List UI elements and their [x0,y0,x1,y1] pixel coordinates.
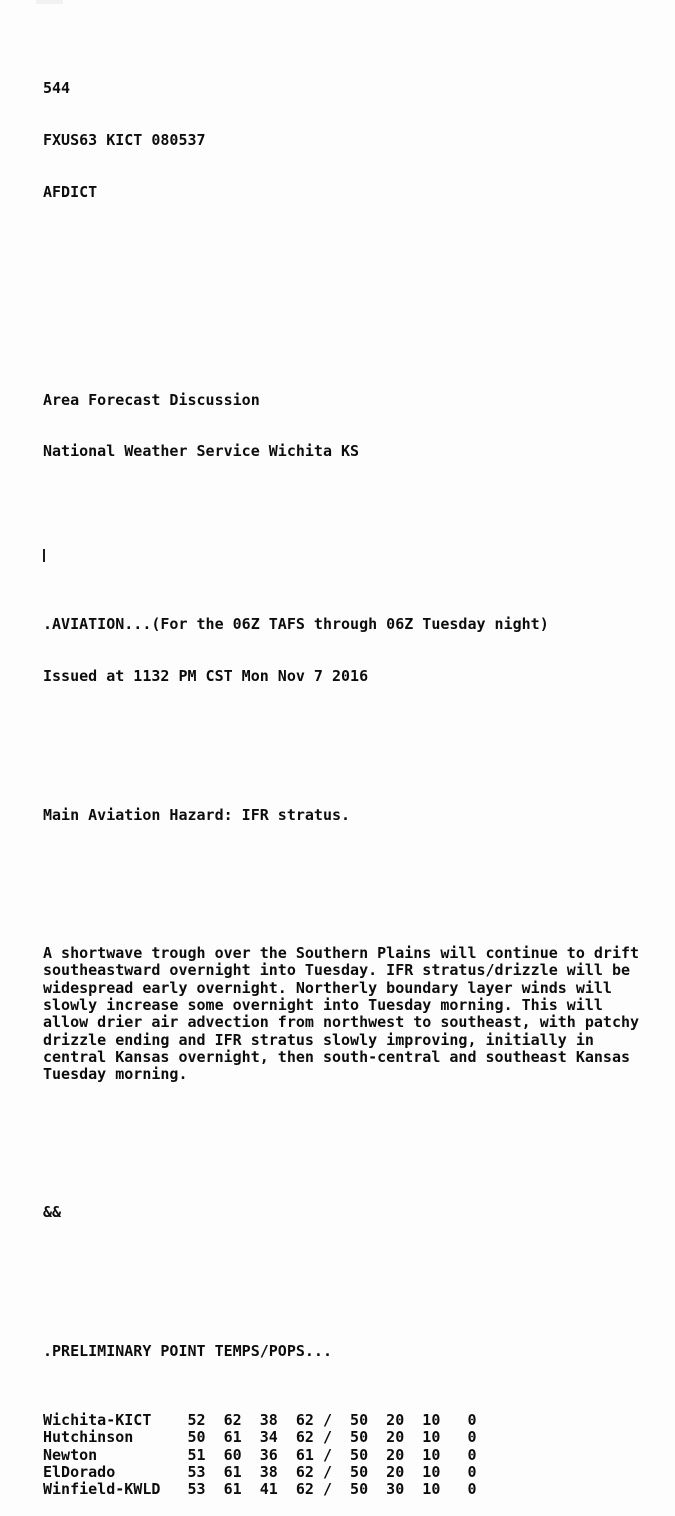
aviation-discussion-paragraph [43,945,675,1083]
section-separator: && [43,1203,62,1222]
discussion-line: southeastward overnight into Tuesday. IFR stratus/drizzle will be [43,961,630,980]
blank-line [43,288,675,305]
temps-pops-table [43,1412,675,1498]
discussion-line: central Kansas overnight, then south-central and southeast Kansas [43,1047,630,1066]
product-title: Area Forecast Discussion [43,390,260,409]
wmo-header-block [43,46,675,236]
discussion-line: widespread early overnight. Northerly boundary layer winds will [43,978,612,997]
cursor-line[interactable] [43,547,675,564]
issuing-office: National Weather Service Wichita KS [43,442,360,461]
product-title-block [43,357,675,495]
awips-product-id: AFDICT [43,182,98,201]
discussion-line: slowly increase some overnight into Tuesday morning. This will [43,995,603,1014]
blank-line [43,1274,675,1291]
wmo-sequence-number: 544 [43,79,71,98]
temps-pops-row: Winfield-KWLD 53 61 41 62 / 50 30 10 0 [43,1480,477,1499]
aviation-hazard-line: Main Aviation Hazard: IFR stratus. [43,805,351,824]
aviation-section-heading: .AVIATION...(For the 06Z TAFS through 06Z Tuesday night) [43,615,549,634]
temps-pops-row: Hutchinson 50 61 34 62 / 50 20 10 0 [43,1428,477,1447]
discussion-line: Tuesday morning. [43,1065,188,1084]
temps-pops-row: ElDorado 53 61 38 62 / 50 20 10 0 [43,1462,477,1481]
temps-pops-heading: .PRELIMINARY POINT TEMPS/POPS... [43,1341,332,1360]
text-cursor [43,549,45,562]
discussion-line: A shortwave trough over the Southern Plains will continue to drift [43,944,640,963]
issued-timestamp: Issued at 1132 PM CST Mon Nov 7 2016 [43,667,369,686]
blank-line [43,1135,675,1152]
temps-pops-row: Newton 51 60 36 61 / 50 20 10 0 [43,1445,477,1464]
blank-line [43,876,675,893]
discussion-line: allow drier air advection from northwest to southeast, with patchy [43,1013,640,1032]
discussion-line: drizzle ending and IFR stratus slowly improving, initially in [43,1030,594,1049]
temps-pops-row: Wichita-KICT 52 62 38 62 / 50 20 10 0 [43,1411,477,1430]
wmo-heading-line: FXUS63 KICT 080537 [43,131,206,150]
blank-line [43,737,675,754]
